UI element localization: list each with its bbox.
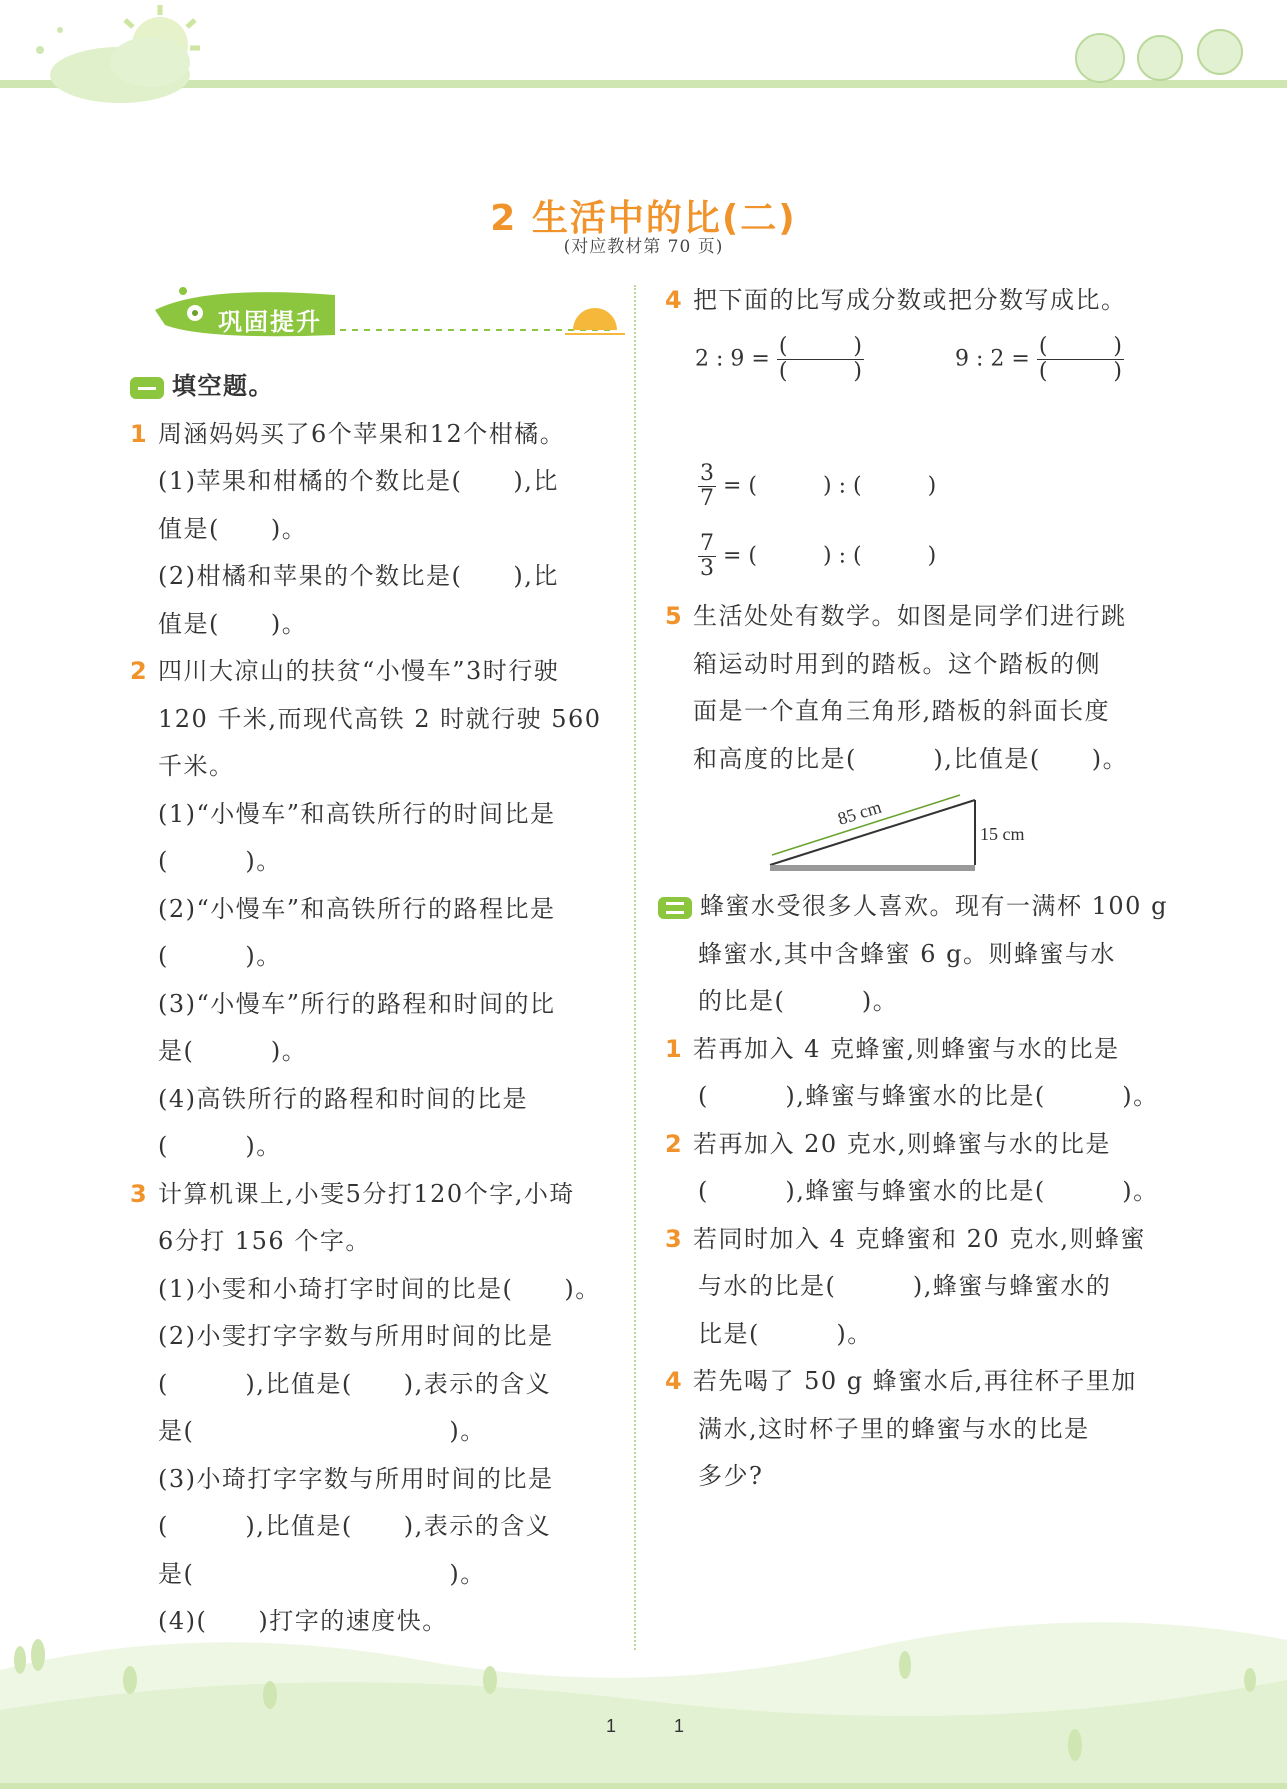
question-3: 3 计算机课上,小雯5分打120个字,小琦 xyxy=(130,1179,575,1208)
section-banner: 巩固提升 xyxy=(218,308,322,336)
right-column xyxy=(665,277,1145,325)
q3-line: (3)小琦打字字数与所用时间的比是 xyxy=(158,1464,554,1493)
q3-line: ( ),比值是( ),表示的含义 xyxy=(158,1369,552,1398)
s2q3-line: 比是( )。 xyxy=(698,1319,873,1348)
cat-faces-icon xyxy=(1076,30,1242,82)
s2q3-line: 与水的比是( ),蜂蜜与蜂蜜水的 xyxy=(698,1272,1112,1300)
q1-line: (1)苹果和柑橘的个数比是( ),比 xyxy=(158,467,559,495)
top-decoration xyxy=(0,0,1287,130)
page-title: 2 生活中的比(二) xyxy=(490,198,797,239)
q2-line: 是( )。 xyxy=(158,1037,308,1065)
fraction-to-ratio-2: $\frac{7}{3}$ = ( ) : ( ) xyxy=(700,531,937,581)
s2q4-line: 多少? xyxy=(698,1462,764,1490)
q5-line: 面是一个直角三角形,踏板的斜面长度 xyxy=(693,697,1111,725)
q3-line: (1)小雯和小琦打字时间的比是( )。 xyxy=(158,1274,601,1303)
hypotenuse-label: 85 cm xyxy=(835,796,884,829)
right-column-q5 xyxy=(665,593,1145,783)
sun-cloud-icon xyxy=(36,5,200,103)
triangle-diagram xyxy=(760,785,1025,875)
s2-question-3: 3 若同时加入 4 克蜂蜜和 20 克水,则蜂蜜 xyxy=(665,1224,1146,1253)
q2-line: (3)“小慢车”所行的路程和时间的比 xyxy=(158,989,556,1018)
q3-line: (4)( )打字的速度快。 xyxy=(158,1607,448,1635)
section2-line: 蜂蜜水,其中含蜂蜜 6 g。则蜂蜜与水 xyxy=(698,939,1117,968)
q2-line: (4)高铁所行的路程和时间的比是 xyxy=(158,1084,528,1113)
q2-line: 120 千米,而现代高铁 2 时就行驶 560 xyxy=(158,704,602,733)
q2-line: ( )。 xyxy=(158,847,282,875)
q5-line: 箱运动时用到的踏板。这个踏板的侧 xyxy=(693,649,1101,678)
s2q1-line: ( ),蜂蜜与蜂蜜水的比是( )。 xyxy=(698,1082,1159,1110)
question-2: 2 四川大凉山的扶贫“小慢车”3时行驶 xyxy=(130,657,560,685)
q2-line: (1)“小慢车”和高铁所行的时间比是 xyxy=(158,799,556,828)
q1-line: (2)柑橘和苹果的个数比是( ),比 xyxy=(158,562,559,590)
banner-decoration xyxy=(135,285,625,345)
q2-line: (2)“小慢车”和高铁所行的路程比是 xyxy=(158,894,556,923)
q1-line: 值是( )。 xyxy=(158,514,308,543)
section2-line: 的比是( )。 xyxy=(698,987,899,1015)
section2-badge xyxy=(658,897,692,919)
question-5: 5 生活处处有数学。如图是同学们进行跳 xyxy=(665,602,1127,630)
q3-line: 是( )。 xyxy=(158,1559,486,1588)
s2-question-2: 2 若再加入 20 克水,则蜂蜜与水的比是 xyxy=(665,1129,1111,1158)
s2-question-4: 4 若先喝了 50 g 蜂蜜水后,再往杯子里加 xyxy=(665,1367,1137,1395)
section2-heading: 蜂蜜水受很多人喜欢。现有一满杯 100 g xyxy=(658,883,1148,931)
s2q2-line: ( ),蜂蜜与蜂蜜水的比是( )。 xyxy=(698,1177,1159,1205)
q1-line: 值是( )。 xyxy=(158,609,308,638)
q2-line: ( )。 xyxy=(158,942,282,970)
section1-heading: 填空题。 xyxy=(130,362,620,411)
s2q4-line: 满水,这时杯子里的蜂蜜与水的比是 xyxy=(698,1414,1090,1443)
q3-line: 是( )。 xyxy=(158,1417,486,1445)
fraction-blank: $\frac{( )}{( )}$ xyxy=(778,334,862,384)
q3-line: (2)小雯打字字数与所用时间的比是 xyxy=(158,1322,554,1350)
section1-badge xyxy=(130,377,164,399)
s2-question-1: 1 若再加入 4 克蜂蜜,则蜂蜜与水的比是 xyxy=(665,1034,1120,1063)
q5-line: 和高度的比是( ),比值是( )。 xyxy=(693,744,1129,773)
right-column-section2 xyxy=(658,883,1168,1501)
bottom-decoration xyxy=(0,1600,1287,1789)
ratio-to-fraction-1: 2 : 9 = $\frac{( )}{( )}$ xyxy=(695,334,862,384)
q3-line: ( ),比值是( ),表示的含义 xyxy=(158,1512,552,1540)
fraction-to-ratio-1: $\frac{3}{7}$ = ( ) : ( ) xyxy=(700,461,937,511)
left-column xyxy=(130,362,620,1646)
page-number-left: 1 xyxy=(606,1716,617,1736)
question-1: 1 周涵妈妈买了6个苹果和12个柑橘。 xyxy=(130,419,566,448)
column-divider xyxy=(634,285,636,1650)
page-number-right: 1 xyxy=(674,1716,685,1736)
q2-line: ( )。 xyxy=(158,1132,282,1160)
question-4: 4 把下面的比写成分数或把分数写成比。 xyxy=(665,286,1127,314)
q2-line: 千米。 xyxy=(158,752,235,780)
q3-line: 6分打 156 个字。 xyxy=(158,1227,371,1255)
fraction-blank: $\frac{( )}{( )}$ xyxy=(1038,334,1122,384)
page-subtitle: (对应教材第 70 页) xyxy=(563,237,724,257)
ratio-to-fraction-2: 9 : 2 = $\frac{( )}{( )}$ xyxy=(955,334,1122,384)
height-label: 15 cm xyxy=(980,824,1025,844)
